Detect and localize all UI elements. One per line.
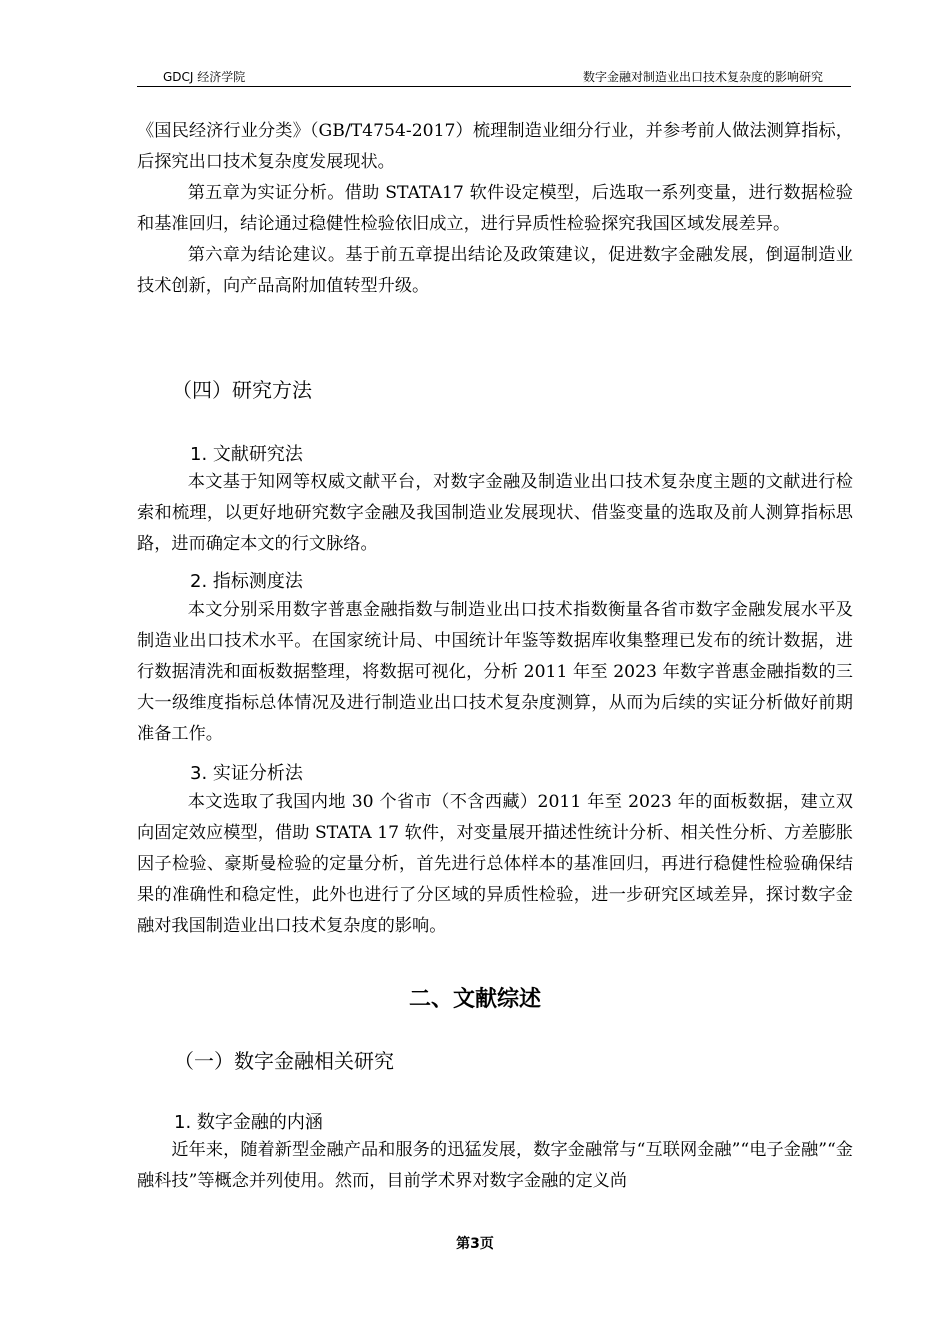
intro-block (137, 116, 853, 302)
chapter-heading-lit-review: 二、文献综述 (408, 987, 541, 1012)
method-3-text: 本文选取了我国内地 30 个省市（不含西藏）2011 年至 2023 年的面板数据，建立双向固定效应模型，借助 STATA 17 软件，对变量展开描述性统计分析、相关性分析、方差膨胀因子检验、豪斯曼检验的定量分析，首先进行总体样本的基准回归，再进行稳健性检验确保结果的准确性和稳定性，此外也进行了分区域的异质性检验，进一步研究区域差异，探讨数字金融对我国制造业出口技术复杂度的影响。 (137, 792, 854, 936)
method-2-block (137, 595, 853, 750)
subsection-heading-digital-finance: （一）数字金融相关研究 (174, 1049, 394, 1073)
method-2-text: 本文分别采用数字普惠金融指数与制造业出口技术指数衡量各省市数字金融发展水平及制造业出口技术水平。在国家统计局、中国统计年鉴等数据库收集整理已发布的统计数据，进行数据清洗和面板数据整理，将数据可视化，分析 2011 年至 2023 年数字普惠金融指数的三大一级维度指标总体情况及进行制造业出口技术复杂度测算，从而为后续的实证分析做好前期准备工作。 (137, 600, 853, 744)
section-heading-methods: （四）研究方法 (172, 378, 312, 402)
lit-review-block (137, 1135, 853, 1197)
page-number: 第3页 (456, 1236, 494, 1252)
method-1-text: 本文基于知网等权威文献平台，对数字金融及制造业出口技术复杂度主题的文献进行检索和梳理，以更好地研究数字金融及我国制造业发展现状、借鉴变量的选取及前人测算指标思路，进而确定本文的行文脉络。 (137, 472, 853, 554)
method-3-heading: 3. 实证分析法 (190, 763, 303, 784)
method-1-block (137, 467, 853, 560)
page-header (137, 66, 851, 87)
lit-review-text: 近年来，随着新型金融产品和服务的迅猛发展，数字金融常与“互联网金融”“电子金融”“金融科技”等概念并列使用。然而，目前学术界对数字金融的定义尚 (137, 1140, 853, 1191)
header-paper-title: 数字金融对制造业出口技术复杂度的影响研究 (582, 70, 823, 84)
intro-paragraph-3: 第六章为结论建议。基于前五章提出结论及政策建议，促进数字金融发展，倒逼制造业技术创新，向产品高附加值转型升级。 (137, 245, 853, 296)
subsubsection-heading-connotation: 1. 数字金融的内涵 (174, 1112, 323, 1133)
header-institution: GDCJ 经济学院 (163, 70, 246, 84)
intro-paragraph-1: 《国民经济行业分类》（GB/T4754-2017）梳理制造业细分行业，并参考前人做法测算指标，后探究出口技术复杂度发展现状。 (137, 121, 853, 172)
method-1-heading: 1. 文献研究法 (190, 444, 303, 465)
method-2-heading: 2. 指标测度法 (190, 571, 303, 592)
method-3-block (137, 787, 853, 942)
intro-paragraph-2: 第五章为实证分析。借助 STATA17 软件设定模型，后选取一系列变量，进行数据检验和基准回归，结论通过稳健性检验依旧成立，进行异质性检验探究我国区域发展差异。 (137, 183, 853, 234)
